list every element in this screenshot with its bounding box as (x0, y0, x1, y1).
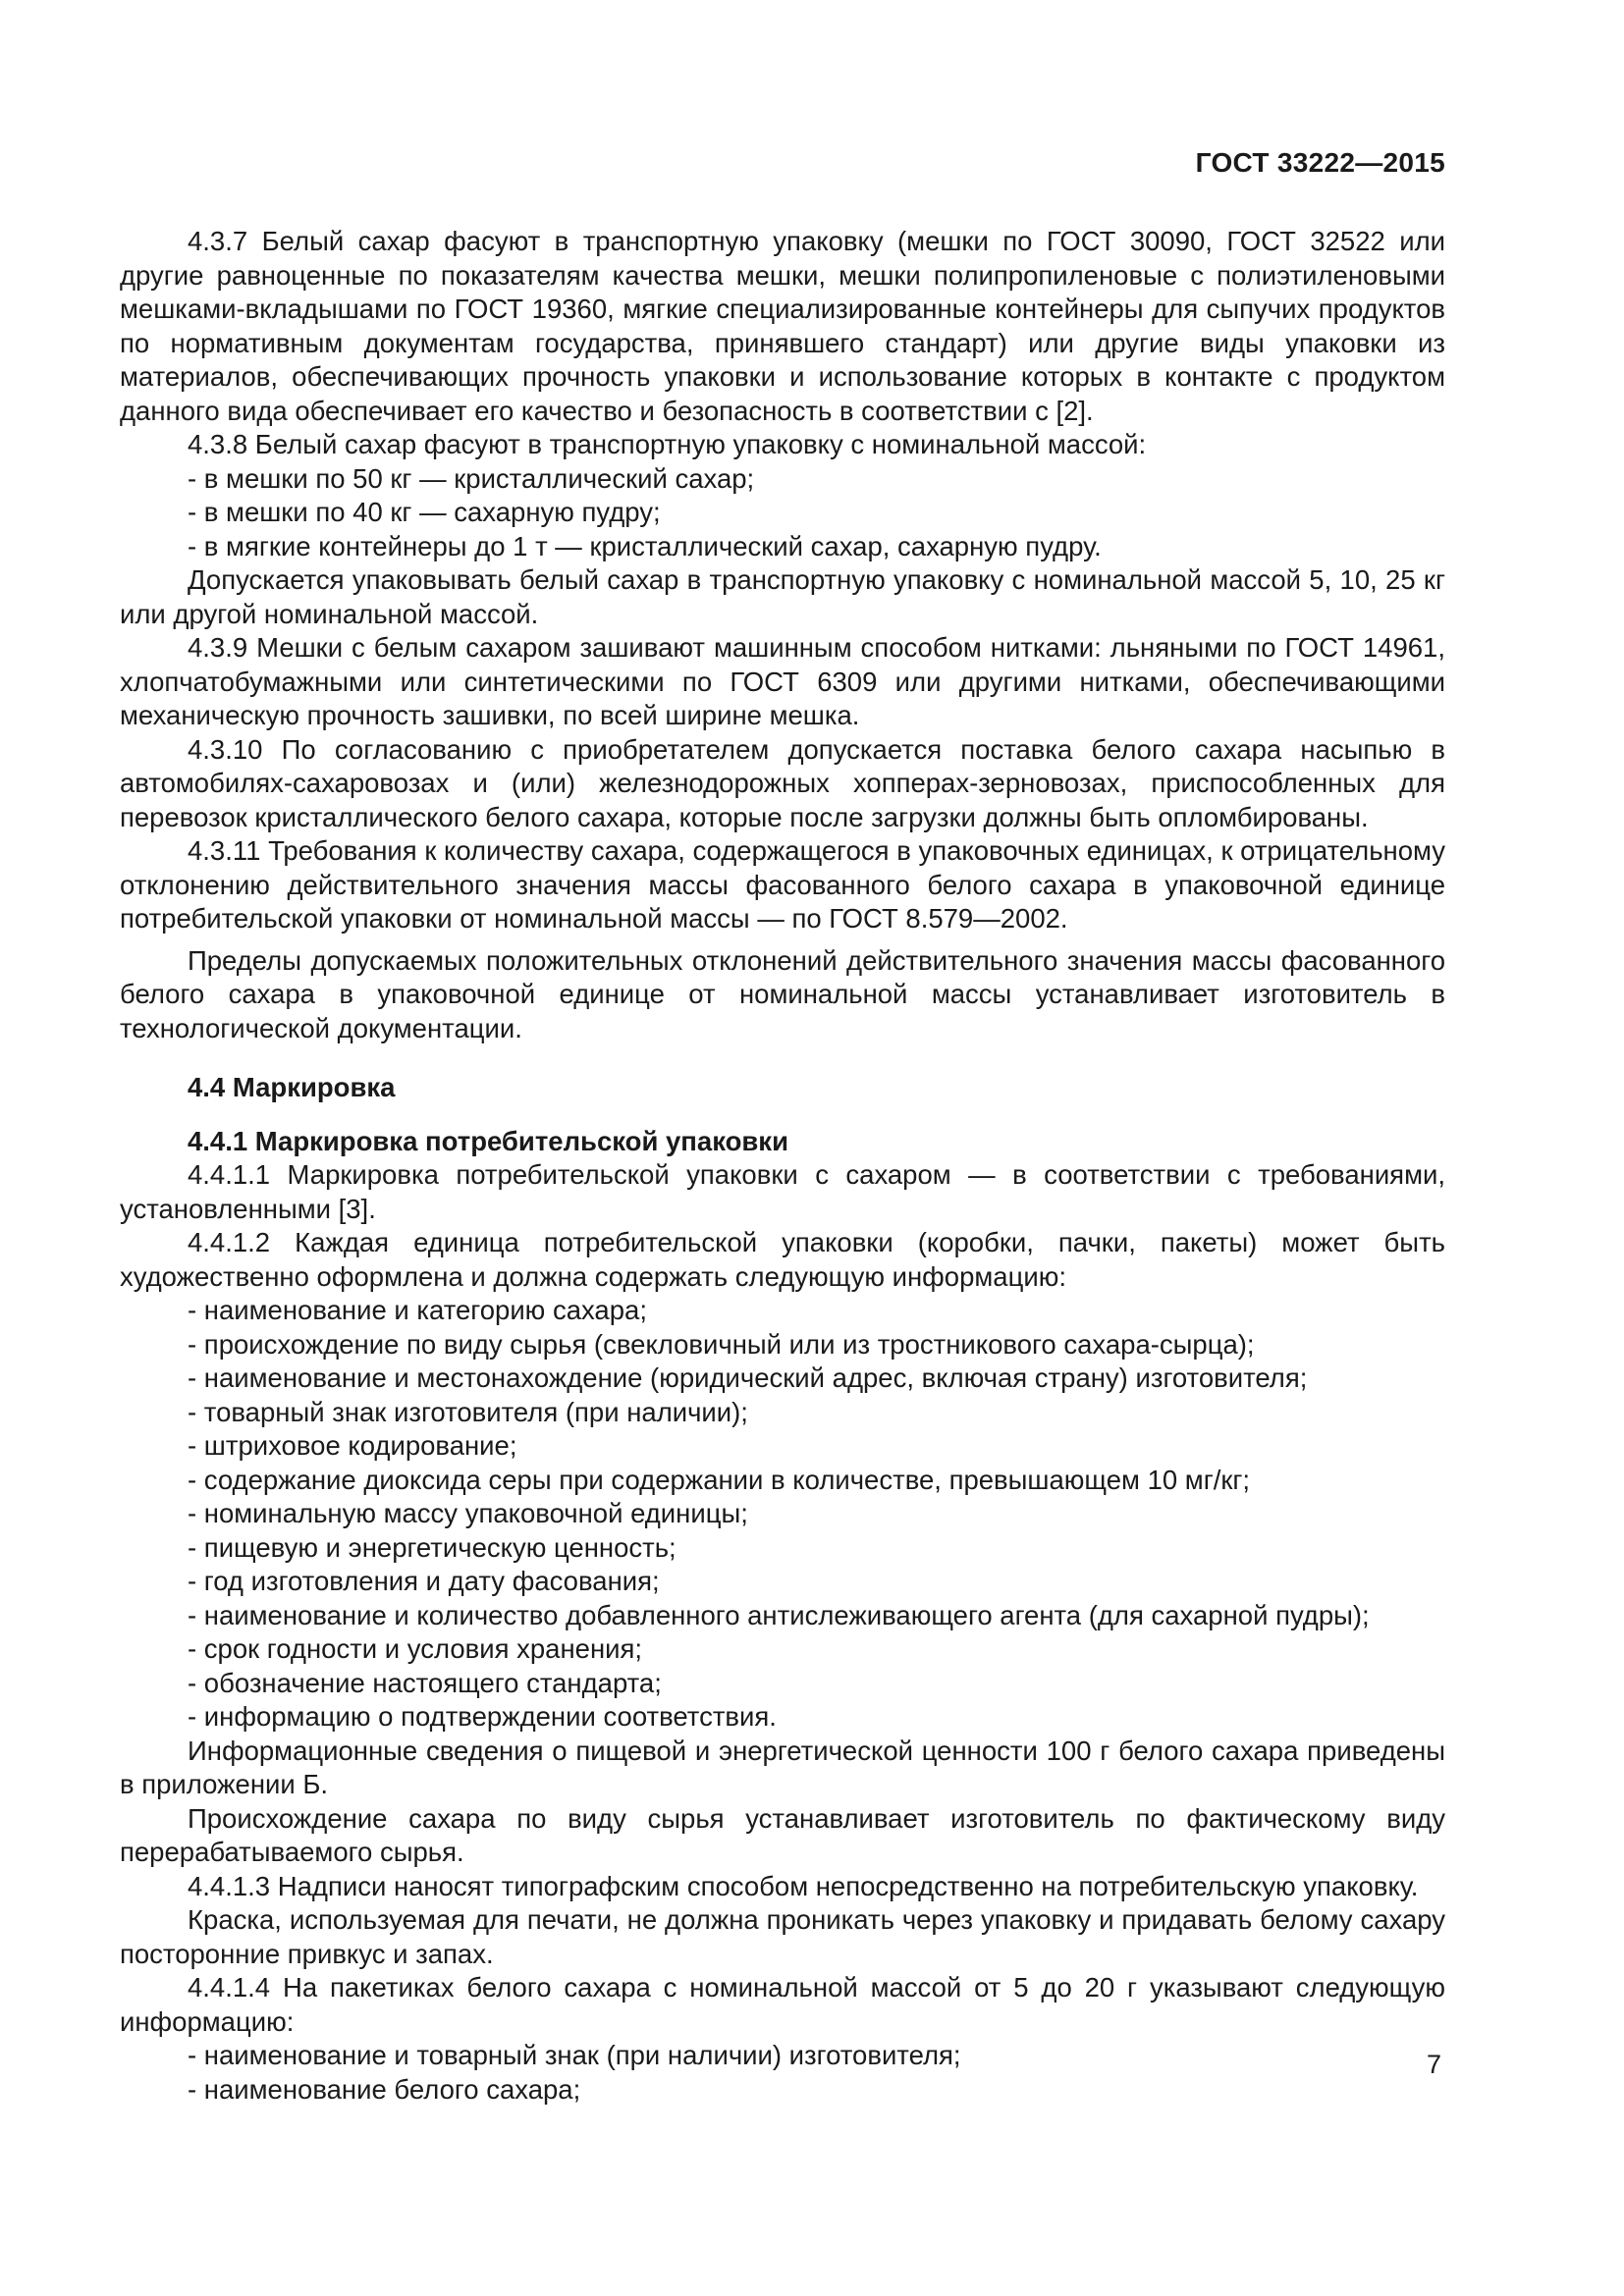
document-body (120, 225, 1445, 2107)
list-item: - год изготовления и дату фасования; (188, 1566, 660, 1596)
paragraph: 4.4.1.1 Маркировка потребительской упаковки с сахаром — в соответствии с требованиями, установленными [3]. (120, 1159, 1445, 1224)
list-item: - наименование и категорию сахара; (188, 1295, 647, 1325)
paragraph: 4.3.11 Требования к количеству сахара, содержащегося в упаковочных единицах, к отрицательному отклонению действительного значения массы фасованного белого сахара в упаковочной единице потребительской упаковки от номинальной массы — по ГОСТ 8.579—2002. (120, 835, 1445, 934)
paragraph: 4.3.9 Мешки с белым сахаром зашивают машинным способом нитками: льняными по ГОСТ 14961, хлопчатобумажными или синтетическими по ГОСТ 6309 или другими нитками, обеспечивающими механическую прочность зашивки, по всей ширине мешка. (120, 632, 1445, 730)
list-item: - в мешки по 50 кг — кристаллический сахар; (188, 462, 755, 494)
paragraph: 4.4.1.3 Надписи наносят типографским способом непосредственно на потребительскую упаковку. (188, 1870, 1419, 1901)
list-item: - наименование белого сахара; (188, 2073, 581, 2105)
list-item: - происхождение по виду сырья (свекловичный или из тростникового сахара-сырца); (188, 1328, 1255, 1360)
paragraph: Краска, используемая для печати, не должна проникать через упаковку и придавать белому сахару посторонние привкус и запах. (120, 1904, 1445, 1969)
list-item: - наименование и товарный знак (при наличии) изготовителя; (188, 2040, 961, 2070)
subsection-heading: 4.4.1 Маркировка потребительской упаковки (188, 1125, 788, 1156)
paragraph: 4.3.8 Белый сахар фасуют в транспортную упаковку с номинальной массой: (188, 429, 1147, 459)
list-item: - обозначение настоящего стандарта; (188, 1667, 662, 1698)
paragraph: 4.3.7 Белый сахар фасуют в транспортную упаковку (мешки по ГОСТ 30090, ГОСТ 32522 или другие равноценные по показателям качества мешки, мешки полипропиленовые с полиэтиленовыми мешками-вкладышами по ГОСТ 19360, мягкие специализированные контейнеры для сыпучих продуктов по нормативным документам государства, принявшего стандарт) или другие виды упаковки из материалов, обеспечивающих прочность упаковки и использование которых в контакте с продуктом данного вида обеспечивает его качество и безопасность в соответствии с [2]. (120, 226, 1445, 426)
list-item: - в мешки по 40 кг — сахарную пудру; (188, 497, 661, 527)
list-item: - срок годности и условия хранения; (188, 1633, 643, 1664)
section-heading: 4.4 Маркировка (188, 1072, 396, 1102)
list-item: - товарный знак изготовителя (при наличии); (188, 1396, 748, 1427)
paragraph: Происхождение сахара по виду сырья устанавливает изготовитель по фактическому виду перерабатываемого сырья. (120, 1802, 1445, 1867)
list-item: - пищевую и энергетическую ценность; (188, 1531, 677, 1563)
list-item: - содержание диоксида серы при содержании в количестве, превышающем 10 мг/кг; (188, 1464, 1251, 1495)
paragraph: 4.4.1.2 Каждая единица потребительской упаковки (коробки, пачки, пакеты) может быть художественно оформлена и должна содержать следующую информацию: (120, 1227, 1445, 1292)
list-item: - штриховое кодирование; (188, 1430, 517, 1461)
document-header: ГОСТ 33222—2015 (1195, 147, 1445, 178)
list-item: - наименование и количество добавленного антислеживающего агента (для сахарной пудры); (188, 1599, 1370, 1630)
paragraph: Информационные сведения о пищевой и энергетической ценности 100 г белого сахара приведены в приложении Б. (120, 1735, 1445, 1799)
list-item: - в мягкие контейнеры до 1 т — кристаллический сахар, сахарную пудру. (188, 530, 1102, 561)
paragraph: Пределы допускаемых положительных отклонений действительного значения массы фасованного белого сахара в упаковочной единице от номинальной массы устанавливает изготовитель в технологической документации. (120, 944, 1445, 1043)
paragraph: 4.4.1.4 На пакетиках белого сахара с номинальной массой от 5 до 20 г указывают следующую информацию: (120, 1972, 1445, 2037)
page-number: 7 (1426, 2050, 1441, 2079)
list-item: - наименование и местонахождение (юридический адрес, включая страну) изготовителя; (188, 1362, 1308, 1393)
paragraph: 4.3.10 По согласованию с приобретателем допускается поставка белого сахара насыпью в автомобилях-сахаровозах и (или) железнодорожных хопперах-зерновозах, приспособленных для перевозок кристаллического белого сахара, которые после загрузки должны быть опломбированы. (120, 733, 1445, 832)
list-item: - номинальную массу упаковочной единицы; (188, 1498, 748, 1528)
paragraph: Допускается упаковывать белый сахар в транспортную упаковку с номинальной массой 5, 10, 25 кг или другой номинальной массой. (120, 564, 1445, 629)
list-item: - информацию о подтверждении соответствия. (188, 1701, 777, 1732)
